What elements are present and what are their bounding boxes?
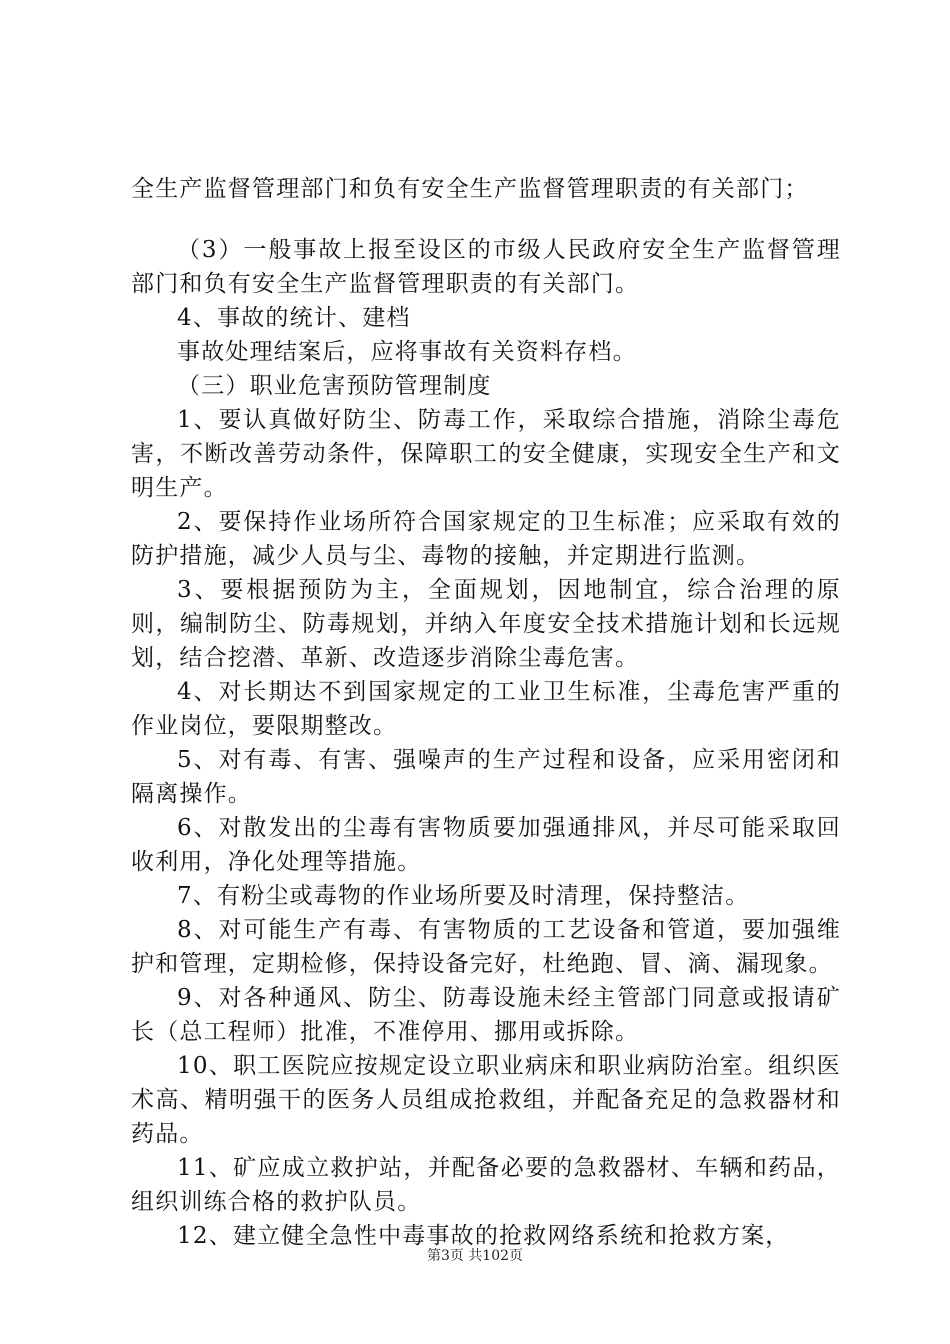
list-item: 12、建立健全急性中毒事故的抢救网络系统和抢救方案，: [177, 1223, 790, 1249]
section-heading: （三）职业危害预防管理制度: [177, 373, 492, 399]
paragraph: 事故处理结案后，应将事故有关资料存档。: [177, 339, 637, 365]
list-item: 11、矿应成立救护站，并配备必要的急救器材、车辆和药品，组织训练合格的救护队员。: [131, 1155, 841, 1215]
page-number-label: 第3页 共102页: [426, 1248, 524, 1264]
list-item: 1、要认真做好防尘、防毒工作，采取综合措施，消除尘毒危害，不断改善劳动条件，保障职工的安全健康，实现安全生产和文明生产。: [131, 407, 841, 501]
list-item: 4、对长期达不到国家规定的工业卫生标准，尘毒危害严重的作业岗位，要限期整改。: [131, 679, 841, 739]
document-body: [131, 172, 841, 1253]
list-item: 8、对可能生产有毒、有害物质的工艺设备和管道，要加强维护和管理，定期检修，保持设备完好，杜绝跑、冒、滴、漏现象。: [131, 917, 841, 977]
list-item: 9、对各种通风、防尘、防毒设施未经主管部门同意或报请矿长（总工程师）批准，不准停用、挪用或拆除。: [131, 985, 841, 1045]
list-item: 6、对散发出的尘毒有害物质要加强通排风，并尽可能采取回收利用，净化处理等措施。: [131, 815, 841, 875]
paragraph: （3）一般事故上报至设区的市级人民政府安全生产监督管理部门和负有安全生产监督管理职责的有关部门。: [131, 237, 841, 297]
paragraph: 全生产监督管理部门和负有安全生产监督管理职责的有关部门；: [131, 176, 809, 202]
list-item: 3、要根据预防为主，全面规划，因地制宜，综合治理的原则，编制防尘、防毒规划，并纳入年度安全技术措施计划和长远规划，结合挖潜、革新、改造逐步消除尘毒危害。: [131, 577, 841, 671]
list-item: 2、要保持作业场所符合国家规定的卫生标准；应采取有效的防护措施，减少人员与尘、毒物的接触，并定期进行监测。: [131, 509, 841, 569]
list-item: 5、对有毒、有害、强噪声的生产过程和设备，应采用密闭和隔离操作。: [131, 747, 841, 807]
page-footer: [0, 1246, 950, 1266]
list-item: 10、职工医院应按规定设立职业病床和职业病防治室。组织医术高、精明强干的医务人员组成抢救组，并配备充足的急救器材和药品。: [131, 1053, 841, 1147]
section-heading: 4、事故的统计、建档: [177, 305, 411, 331]
list-item: 7、有粉尘或毒物的作业场所要及时清理，保持整洁。: [177, 883, 750, 909]
paragraph-gap: [131, 206, 841, 233]
